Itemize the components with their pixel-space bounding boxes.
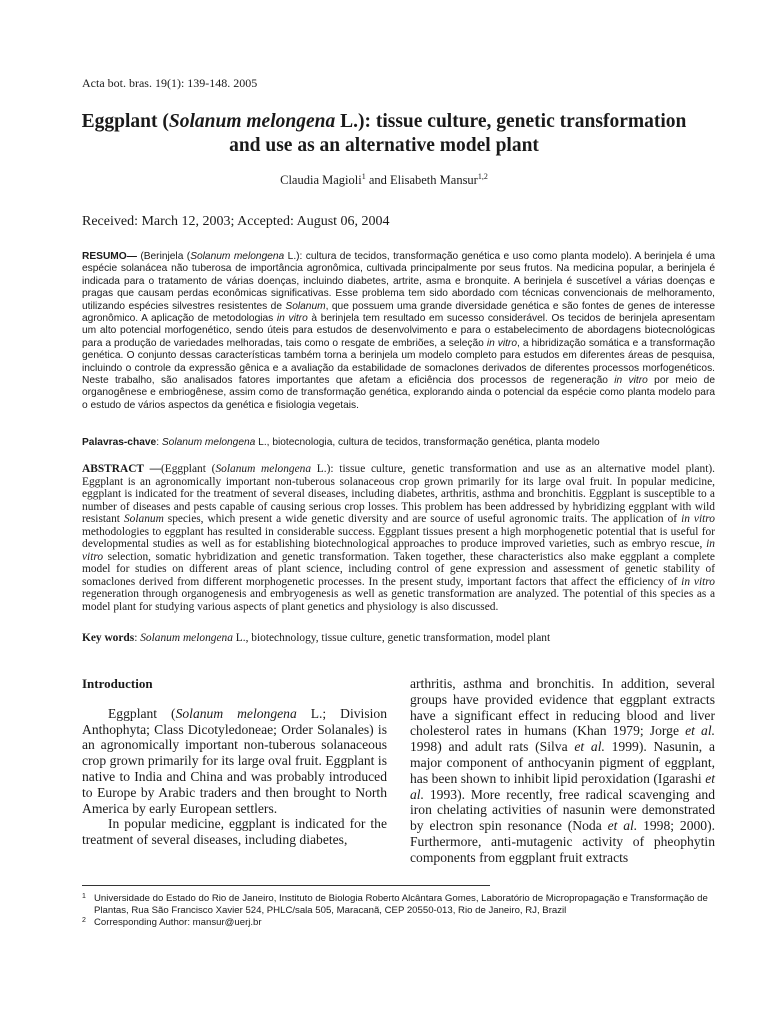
abstract-text: (Eggplant ( bbox=[160, 463, 216, 475]
body-column-right bbox=[410, 676, 715, 866]
title-line2: and use as an alternative model plant bbox=[229, 135, 539, 156]
resumo-text: (Berinjela ( bbox=[136, 251, 191, 262]
key-words-text: L., biotechnology, tissue culture, genetic transformation, model plant bbox=[232, 632, 551, 644]
palavras-chave-text: L., biotecnologia, cultura de tecidos, transformação genética, planta modelo bbox=[255, 437, 600, 448]
abstract-text: species, which present a wide genetic diversity and are source of useful agronomic traits. The application of bbox=[163, 513, 682, 525]
footnote bbox=[82, 917, 722, 929]
intro-text: Eggplant ( bbox=[108, 705, 176, 721]
received-accepted-dates: Received: March 12, 2003; Accepted: August 06, 2004 bbox=[82, 214, 390, 229]
palavras-chave bbox=[82, 436, 715, 449]
footnote-divider bbox=[82, 885, 490, 886]
title-part2: L.): tissue culture, genetic transformation bbox=[335, 111, 687, 132]
abstract-italic: Solanum melongena bbox=[215, 463, 312, 475]
key-words-label: Key words bbox=[82, 632, 135, 644]
intro-text: 1999). Nasunin, a major component of anthocyanin pigment of eggplant, has been shown to inhibit lipid peroxidation (Igarashi bbox=[410, 739, 715, 786]
body-column-left bbox=[82, 676, 387, 848]
key-words bbox=[82, 632, 715, 645]
resumo-italic: in vitro bbox=[276, 313, 308, 325]
title-species: Solanum melongena bbox=[168, 111, 336, 132]
abstract-text: methodologies to eggplant has resulted in considerable success. Eggplant tissues present a high morphogenetic potential that is useful for developmental studies as well as for establishing biotechnological approaches to produce improved varieties, such as embryo rescue, bbox=[82, 525, 715, 550]
resumo-text: L.): cultura de tecidos, transformação genética e uso como planta modelo). A berinjela é uma espécie solanácea não tuberosa de importância agronômica, cultivada principalmente por seus frutos. Na medicina popular, a berinjela é indicada para o tratamento de várias doenças, incluindo diabetes, artrite, asma e bronquite. A berinjela é suscetível a várias doenças e pragas que causam perdas econômicas significativas. Esse problema tem sido abordado com técnicas convencionais de melhoramento, utilizando espécies silvestres resistentes de bbox=[82, 251, 715, 312]
journal-reference: Acta bot. bras. 19(1): 139-148. 2005 bbox=[82, 76, 258, 90]
english-abstract bbox=[82, 463, 715, 613]
key-words-species: Solanum melongena bbox=[140, 632, 233, 644]
article-title bbox=[60, 110, 708, 158]
abstract-text: L.): tissue culture, genetic transformation and use as an alternative model plant). Eggplant is an agronomically important non-tuberous solanaceous crop grown primarily for its large oval fruit. In popular medicine, eggplant is indicated for the treatment of several diseases, including diabetes, arthritis, asthma and bronchitis. Eggplant is susceptible to a number of diseases and pests capable of causing serious crop losses. This problem has been addressed by hybridizing eggplant with wild resistant bbox=[82, 463, 715, 525]
intro-paragraph-2: In popular medicine, eggplant is indicated for the treatment of several diseases, including diabetes, bbox=[82, 816, 387, 848]
resumo-text: , que possuem uma grande diversidade genética e são fontes de genes de interesse agronômico. A aplicação de metodologias bbox=[82, 300, 716, 325]
intro-italic: Solanum melongena bbox=[175, 705, 297, 721]
footnote bbox=[82, 893, 722, 917]
intro-italic: et al. bbox=[685, 723, 715, 739]
footnote-text: Universidade do Estado do Rio de Janeiro, Instituto de Biologia Roberto Alcântara Gomes, Laboratório de Micropropagação e Transformação de Plantas, Rua São Francisco Xavier 524, PHLC/sala 505, Maracanã, CEP 20550-013, Rio de Janeiro, RJ, Brazil bbox=[94, 893, 708, 916]
abstract-text: selection, somatic hybridization and genetic transformation. Taken together, these characteristics also make eggplant a complete model for studies on different areas of plant science, including control of gene expression and assessment of genetic stability of somaclones derived from different morphogenetic processes. In the present study, important factors that affect the efficiency of bbox=[82, 550, 715, 588]
resumo-text: à berinjela tem resultado em sucesso considerável. Os tecidos de berinjela apresentam um alto potencial morfogenético, sendo úteis para estudos de desenvolvimento e para o estabelecimento de abordagens biotecnológicas para a produção de variedades melhoradas, tais como o resgate de embriões, a seleção bbox=[82, 313, 716, 349]
abstract-italic: Solanum bbox=[123, 513, 164, 525]
intro-text: arthritis, asthma and bronchitis. In addition, several groups have provided evidence that eggplant extracts have a significant effect in reducing blood and liver cholesterol rates in humans (Khan 1979; Jorge bbox=[410, 676, 715, 739]
intro-paragraph-2-continued bbox=[410, 676, 715, 866]
resumo-italic: in vitro bbox=[486, 337, 517, 349]
palavras-chave-species: Solanum melongena bbox=[161, 437, 256, 448]
resumo-italic: Solanum melongena bbox=[190, 251, 285, 262]
abstract-italic: in vitro bbox=[82, 538, 715, 563]
author1-name: Claudia Magioli bbox=[280, 173, 362, 187]
palavras-chave-label: Palavras-chave bbox=[82, 437, 157, 448]
intro-text: L.; Division Anthophyta; Class Dicotyledoneae; Order Solanales) is an agronomically important non-tuberous solanaceous crop grown primarily for its large oval fruit. Eggplant is native to India and China and was probably introduced to Europe by Arabic traders and then brought to North America by early European settlers. bbox=[82, 705, 387, 816]
title-part1: Eggplant ( bbox=[81, 111, 169, 132]
footnote-mark: 2 bbox=[82, 917, 86, 924]
author2-affiliation: 1,2 bbox=[477, 171, 488, 181]
resumo-text: por meio de organogênese e embriogênese, assim como de transformação genética, explorando ainda o potencial da espécie como planta modelo para o estudo de vários aspectos da genética e fisiologia vegetais. bbox=[82, 375, 715, 411]
abstract-text: regeneration through organogenesis and embryogenesis as well as genetic transformation are analyzed. The potential of this species as a model plant for studying various aspects of plant genetics and physiology is also discussed. bbox=[82, 588, 715, 613]
author2-name: and Elisabeth Mansur bbox=[365, 173, 478, 187]
footnotes bbox=[82, 893, 722, 929]
footnote-text: Corresponding Author: mansur@uerj.br bbox=[94, 917, 262, 928]
author-list bbox=[0, 173, 768, 188]
abstract-italic: in vitro bbox=[681, 575, 715, 588]
intro-italic: et al. bbox=[410, 770, 715, 802]
key-words-sep: : bbox=[134, 632, 141, 644]
intro-text: 1998) and adult rats (Silva bbox=[410, 739, 575, 755]
resumo-italic: Solanum bbox=[285, 300, 326, 312]
resumo-label: RESUMO— bbox=[82, 251, 137, 262]
resumo-italic: in vitro bbox=[614, 375, 648, 387]
intro-text: 1998; 2000). Furthermore, anti-mutagenic activity of pheophytin components from eggplant fruit extracts bbox=[410, 818, 716, 865]
footnote-mark: 1 bbox=[82, 893, 86, 900]
resumo-abstract bbox=[82, 251, 715, 412]
intro-text: 1993). More recently, free radical scavenging and iron chelating activities of nasunin were demonstrated by electron spin resonance (Noda bbox=[410, 786, 715, 834]
abstract-label: ABSTRACT — bbox=[82, 463, 161, 475]
introduction-heading: Introduction bbox=[82, 676, 153, 691]
intro-italic: et al. bbox=[607, 818, 638, 834]
abstract-italic: in vitro bbox=[681, 513, 715, 525]
author1-affiliation: 1 bbox=[361, 171, 366, 181]
intro-paragraph-1 bbox=[82, 706, 387, 817]
palavras-chave-sep: : bbox=[156, 437, 162, 448]
intro-italic: et al. bbox=[574, 739, 605, 755]
resumo-text: , a hibridização somática e a transformação genética. O conjunto dessas características também torna a berinjela um modelo completo para estudos em diferentes áreas de pesquisa, incluindo o controle da expressão gênica e a avaliação da estabilidade de somaclones derivados de diferentes processos morfogenéticos. Neste trabalho, são analisados fatores importantes que afetam a eficiência dos processos de regeneração bbox=[82, 337, 715, 387]
